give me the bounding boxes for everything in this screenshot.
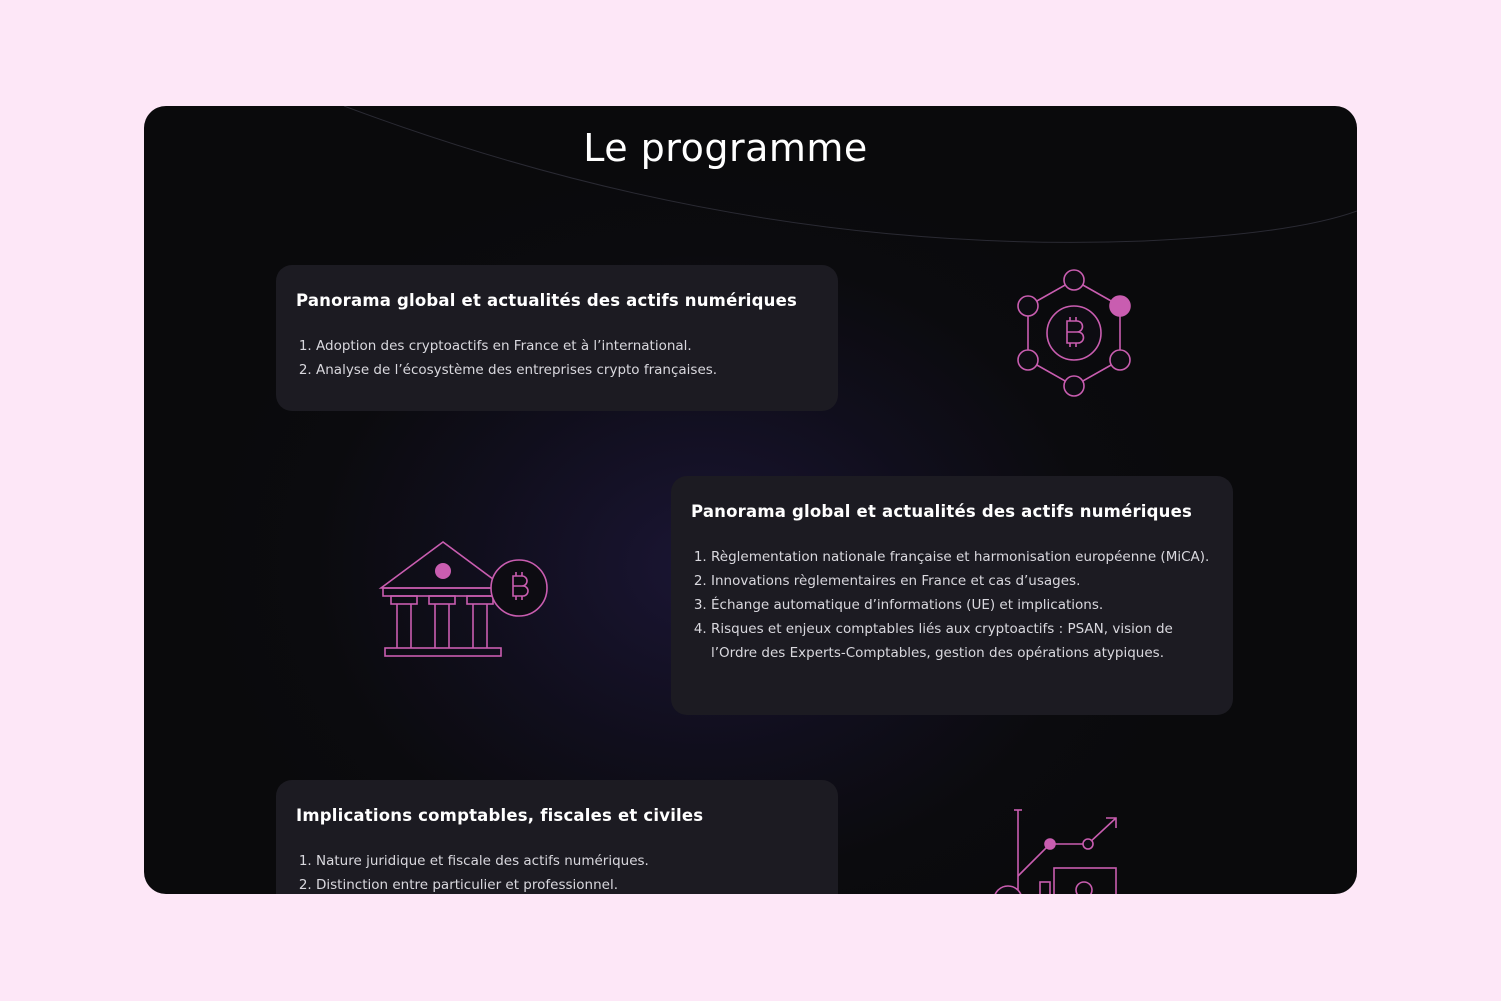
list-item: 2. Innovations règlementaires en France et cas d’usages. — [711, 569, 1213, 593]
list-item: 3. Échange automatique d’informations (UE) et implications. — [711, 593, 1213, 617]
list-item: 1. Adoption des cryptoactifs en France et à l’international. — [316, 334, 818, 358]
page-title: Le programme — [583, 126, 868, 170]
bitcoin-bank-icon — [377, 538, 553, 664]
program-panel — [144, 106, 1357, 894]
list-item: 4. Risques et enjeux comptables liés aux cryptoactifs : PSAN, vision de l’Ordre des Experts-Comptables, gestion des opérations atypiques. — [711, 617, 1213, 665]
list-item: 2. Distinction entre particulier et professionnel. — [316, 873, 818, 894]
program-card-2 — [671, 476, 1233, 715]
program-card-3 — [276, 780, 838, 894]
card-heading: Panorama global et actualités des actifs numériques — [296, 291, 798, 310]
bitcoin-growth-chart-icon — [984, 806, 1124, 894]
card-list — [296, 849, 818, 894]
program-card-1 — [276, 265, 838, 411]
card-list — [691, 545, 1213, 665]
card-heading: Panorama global et actualités des actifs numériques — [691, 502, 1193, 521]
list-item: 2. Analyse de l’écosystème des entreprises crypto françaises. — [316, 358, 818, 382]
card-heading: Implications comptables, fiscales et civiles — [296, 806, 704, 825]
list-item: 1. Nature juridique et fiscale des actifs numériques. — [316, 849, 818, 873]
bitcoin-network-icon — [1012, 268, 1136, 404]
card-list — [296, 334, 818, 382]
list-item: 1. Règlementation nationale française et harmonisation européenne (MiCA). — [711, 545, 1213, 569]
